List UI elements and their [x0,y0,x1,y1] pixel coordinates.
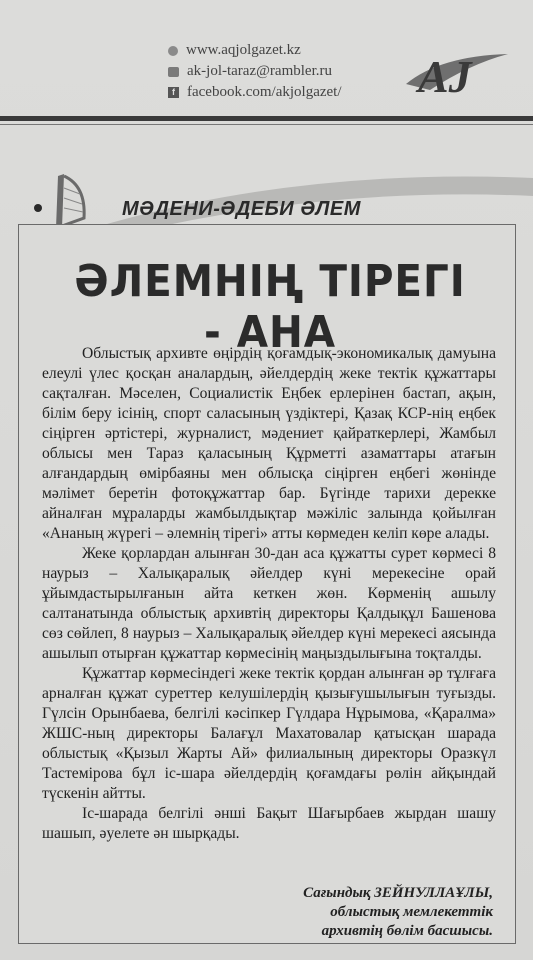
section-bullet [34,204,42,212]
article-paragraph: Жеке қорлардан алынған 30-дан аса құжатты сурет көрмесі 8 наурыз – Халықаралық әйелдер күні мерекесіне орай ұйымдастырылғанын айта кеткен жөн. Көрменің ашылу салтанатында облыстық архивтің директоры Қалдықұл Башенова сөз сөйлеп, 8 наурыз – Халықаралық әйелдер күні мерекесі аясында ашылып отырған құжаттар көрмесінің маңыздылығына тоқталды. [42,545,496,662]
article-paragraph: Құжаттар көрмесіндегі жеке тектік қордан алынған әр тұлғаға арналған құжат суреттер келушілердің қызығушылығын туғызды. Гүлсін Орынбаева, белгілі кәсіпкер Гүлдара Нұрымова, «Қаралма» ЖШС-ның директоры Балағұл Махатовалар қатысқан шарада облыстық «Қызыл Жарты Ай» филиалының директоры Оразкүл Тастемірова бұл іс-шара әйелдердің қоғамдағы рөлін айқындай түскенін айтты. [42,665,496,802]
author-title-line2: архивтің бөлім басшысы. [321,923,493,939]
facebook-text: facebook.com/akjolgazet/ [187,84,342,100]
globe-icon [168,46,178,56]
contact-facebook[interactable] [168,82,342,103]
header-divider [0,116,533,121]
article-headline: ӘЛЕМНІҢ ТІРЕГІ - АНА [74,256,466,358]
contact-list [168,40,342,103]
contact-email[interactable] [168,61,342,82]
article-paragraph: Іс-шарада белгілі әнші Бақыт Шағырбаев жырдан шашу шашып, әуелете ән шырқады. [42,805,496,842]
email-text: ak-jol-taraz@rambler.ru [187,63,332,79]
svg-text:AJ: AJ [418,51,472,100]
section-title: МӘДЕНИ-ӘДЕБИ ӘЛЕМ [122,198,361,220]
article-body [42,344,496,844]
author-signature [303,884,493,941]
contact-website[interactable] [168,40,342,61]
author-name: Сағындық ЗЕЙНУЛЛАҰЛЫ, [303,885,493,901]
header-divider-thin [0,124,533,125]
article-paragraph: Облыстық архивте өңірдің қоғамдық-экономикалық дамуына елеулі үлес қосқан аналардың, әйелдердің жеке тектік құжаттары сақталған. Мәселен, Социалистік Еңбек ерлерінен бастап, ақын, білім беру ісінің, спорт саласының үздіктері, Қазақ КСР-нің еңбек сіңірген әртістері, журналист, мәдениет қайраткерлері, Жамбыл облысы мен Тараз қаласының Құрметті азаматтары атағын алғандардың өмірбаяны мен облысқа сіңірген еңбегі жөнінде мәлімет беретін фотоқұжаттар бар. Бүгінде тарихи дерекке айналған мұраларды жамбылдықтар мәжіліс залында қойылған «Ананың жүрегі – әлемнің тірегі» атты көрмеден келіп көре алады. [42,345,496,542]
author-title-line1: облыстық мемлекеттік [330,904,493,920]
newspaper-logo [400,46,512,100]
facebook-icon: f [168,87,179,98]
mail-icon [168,67,179,77]
harp-icon [56,174,84,228]
website-text: www.aqjolgazet.kz [186,42,301,58]
